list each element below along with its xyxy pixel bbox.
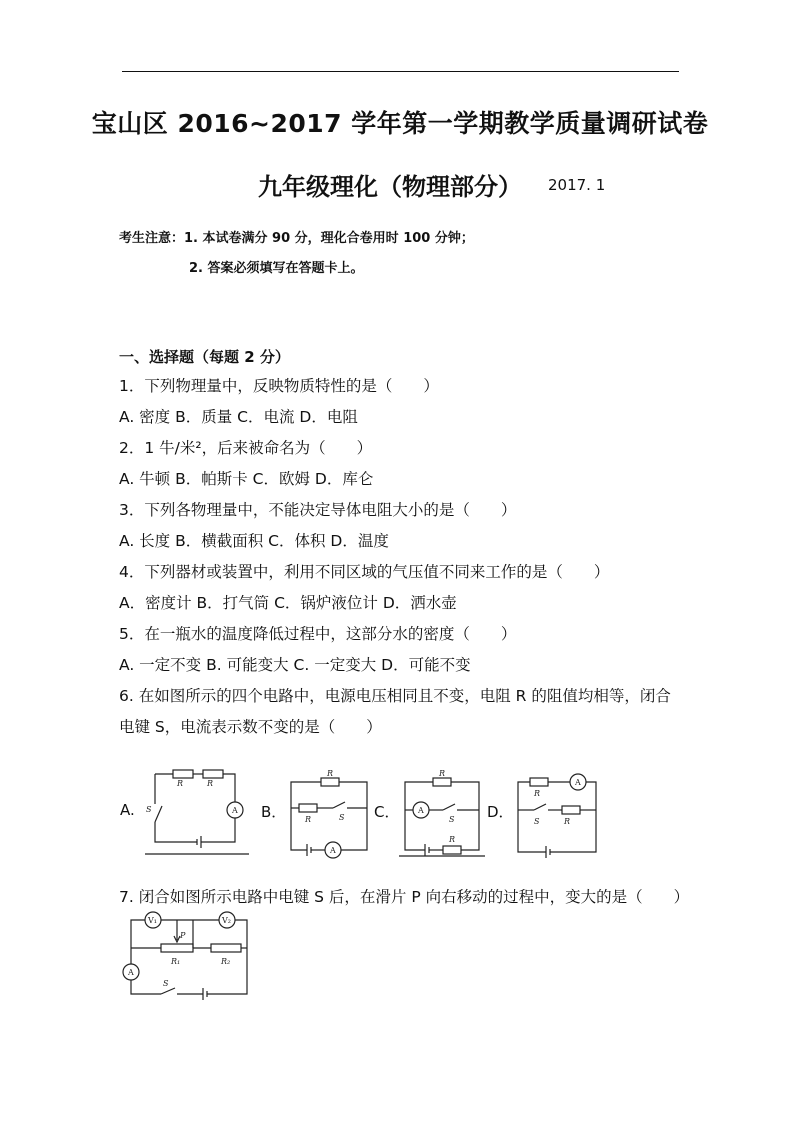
notice-line-1 <box>119 227 474 246</box>
q7-ammeter-label: A <box>128 968 134 977</box>
q6-option-d-label: D． <box>487 803 514 821</box>
q7-v1-label: V₁ <box>148 916 157 925</box>
circuit-d-r1-label: R <box>534 789 541 798</box>
q7-circuit-diagram <box>119 912 259 1004</box>
notice-item-2: 2. 答案必须填写在答题卡上。 <box>189 261 364 276</box>
notice-lead: 考生注意： <box>119 231 185 246</box>
exam-title: 宝山区 2016~2017 学年第一学期教学质量调研试卷 <box>91 109 709 138</box>
q7-r2-label: R₂ <box>221 957 231 966</box>
q2-stem: 2．1 牛/米²，后来被命名为（ ） <box>119 439 373 457</box>
q5-options: A. 一定不变 B. 可能变大 C. 一定变大 D．可能不变 <box>119 656 471 674</box>
q6-stem-line-1: 6. 在如图所示的四个电路中，电源电压相同且不变，电阻 R 的阻值均相等，闭合 <box>119 687 671 705</box>
q2-options: A. 牛顿 B．帕斯卡 C．欧姆 D．库仑 <box>119 470 374 488</box>
q7-v2-label: V₂ <box>222 916 231 925</box>
exam-date: 2017. 1 <box>548 176 606 194</box>
circuit-b-r2-label: R <box>305 815 312 824</box>
q6-option-b-label: B． <box>261 803 287 821</box>
q5-stem: 5．在一瓶水的温度降低过程中，这部分水的密度（ ） <box>119 625 517 643</box>
circuit-d-r2-label: R <box>564 817 571 826</box>
circuit-c-r2-label: R <box>449 835 456 844</box>
circuit-d-ammeter-label: A <box>575 778 581 787</box>
circuit-b-r1-label: R <box>327 769 334 778</box>
circuit-a-ammeter-label: A <box>232 806 238 815</box>
circuit-c-r1-label: R <box>439 769 446 778</box>
circuit-a-r2-label: R <box>207 779 214 788</box>
q1-stem: 1．下列物理量中，反映物质特性的是（ ） <box>119 377 439 395</box>
circuit-b-diagram <box>287 769 373 860</box>
q6-stem-line-2: 电键 S，电流表示数不变的是（ ） <box>119 718 382 736</box>
exam-subtitle: 九年级理化（物理部分） <box>258 173 522 201</box>
notice-item-1: 1. 本试卷满分 90 分，理化合卷用时 100 分钟； <box>184 231 474 246</box>
circuit-c-diagram <box>399 769 485 860</box>
q4-options: A．密度计 B．打气筒 C．锅炉液位计 D．洒水壶 <box>119 594 457 612</box>
q6-option-c-label: C． <box>374 803 400 821</box>
q6-option-a-label: A. <box>120 801 135 819</box>
q3-options: A. 长度 B．横截面积 C．体积 D．温度 <box>119 532 389 550</box>
circuit-c-ammeter-label: A <box>418 806 424 815</box>
circuit-c-s-label: S <box>449 815 455 824</box>
circuit-a-diagram <box>145 768 249 860</box>
q1-options: A. 密度 B．质量 C．电流 D．电阻 <box>119 408 358 426</box>
circuit-d-s-label: S <box>534 817 540 826</box>
circuit-d-diagram <box>512 770 602 860</box>
q7-stem: 7. 闭合如图所示电路中电键 S 后，在滑片 P 向右移动的过程中，变大的是（ ） <box>119 888 690 906</box>
section-heading: 一、选择题（每题 2 分） <box>119 348 290 366</box>
circuit-a-s-label: S <box>146 805 152 814</box>
circuit-b-s-label: S <box>339 813 345 822</box>
circuit-a-r1-label: R <box>177 779 184 788</box>
circuit-b-ammeter-label: A <box>330 846 336 855</box>
q7-p-label: P <box>180 931 186 940</box>
q7-r1-label: R₁ <box>171 957 181 966</box>
q4-stem: 4．下列器材或装置中，利用不同区域的气压值不同来工作的是（ ） <box>119 563 610 581</box>
q3-stem: 3．下列各物理量中，不能决定导体电阻大小的是（ ） <box>119 501 517 519</box>
q7-s-label: S <box>163 979 169 988</box>
header-rule <box>122 71 679 72</box>
